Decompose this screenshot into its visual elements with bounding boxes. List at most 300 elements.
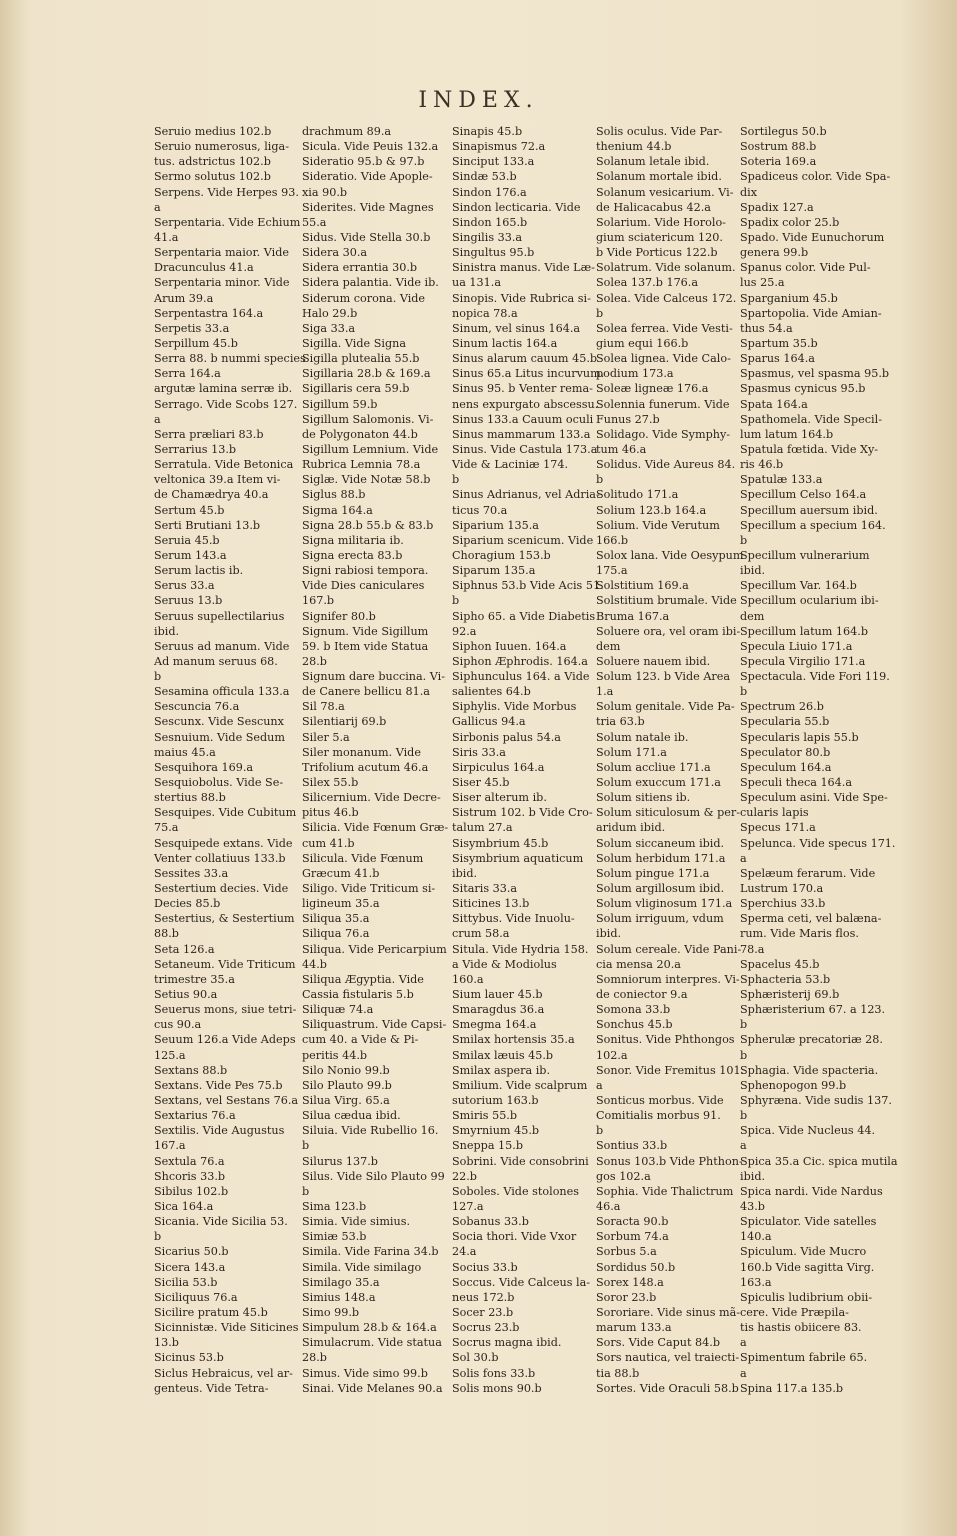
- index-entry: Serpentastra 164.a: [154, 306, 264, 320]
- index-entry: Socrus 23.b: [452, 1321, 520, 1335]
- index-entry: b: [740, 1018, 748, 1032]
- index-entry: Sima 123.b: [302, 1199, 367, 1213]
- index-entry: Sertum 45.b: [154, 503, 225, 517]
- index-entry: Solum exuccum 171.a: [596, 776, 721, 790]
- index-entry: Specus 171.a: [740, 821, 816, 835]
- index-entry: Spimentum fabrile 65.: [740, 1351, 868, 1365]
- index-entry: Siparum 135.a: [452, 564, 536, 578]
- index-entry: Silus. Vide Silo Plauto 99: [302, 1169, 445, 1183]
- index-entry: Sobanus 33.b: [452, 1215, 529, 1229]
- index-entry: Solum accliue 171.a: [596, 760, 711, 774]
- index-entry: Siphon Iuuen. 164.a: [452, 639, 567, 653]
- index-entry: de Halicacabus 42.a: [596, 200, 711, 214]
- index-entry: podium 173.a: [596, 367, 674, 381]
- index-entry: 88.b: [154, 927, 179, 941]
- index-entry: Soluere ora, vel oram ibi-: [596, 624, 741, 638]
- index-entry: Silo Nonio 99.b: [302, 1063, 390, 1077]
- index-entry: Solum cereale. Vide Pani-: [596, 942, 742, 956]
- index-entry: Soteria 169.a: [740, 155, 817, 169]
- index-entry: ris 46.b: [740, 458, 784, 472]
- index-entry: Seruus supellectilarius: [154, 609, 285, 623]
- index-entry: Sestertius, & Sestertium: [154, 912, 295, 926]
- index-entry: Sisymbrium aquaticum: [452, 851, 584, 865]
- index-entry: Solstitium brumale. Vide: [596, 594, 737, 608]
- index-entry: a: [740, 1336, 747, 1350]
- index-entry: Sistrum 102. b Vide Cro-: [452, 806, 593, 820]
- index-entry: genteus. Vide Tetra-: [154, 1381, 269, 1395]
- index-entry: Sorbum 74.a: [596, 1230, 669, 1244]
- index-entry: dem: [596, 639, 621, 653]
- index-entry: Specillum auersum ibid.: [740, 503, 878, 517]
- index-entry: Ad manum seruus 68.: [154, 654, 278, 668]
- index-entry: Sphæristerium 67. a 123.: [740, 1003, 886, 1017]
- index-entry: Solum pingue 171.a: [596, 866, 710, 880]
- index-entry: Speculi theca 164.a: [740, 776, 853, 790]
- index-entry: Silo Plauto 99.b: [302, 1078, 392, 1092]
- index-entry: Siler 5.a: [302, 730, 350, 744]
- index-entry: a: [740, 1366, 747, 1380]
- index-entry: Solum 123. b Vide Area: [596, 670, 731, 684]
- index-entry: Soluere nauem ibid.: [596, 654, 711, 668]
- index-entry: cia mensa 20.a: [596, 957, 681, 971]
- index-entry: Smegma 164.a: [452, 1018, 537, 1032]
- index-entry: de Polygonaton 44.b: [302, 427, 418, 441]
- index-entry: Similago 35.a: [302, 1275, 380, 1289]
- index-entry: Sonticus morbus. Vide: [596, 1094, 724, 1107]
- index-entry: Sinus 95. b Venter rema-: [452, 382, 593, 396]
- index-entry: Sinapismus 72.a: [452, 140, 546, 154]
- index-entry: Spathomela. Vide Specil-: [740, 412, 882, 426]
- index-entry: thus 54.a: [740, 321, 793, 335]
- index-entry: Specula Liuio 171.a: [740, 639, 853, 653]
- index-entry: pitus 46.b: [302, 806, 359, 820]
- index-entry: Rubrica Lemnia 78.a: [302, 458, 421, 472]
- index-entry: a: [740, 851, 747, 865]
- index-entry: ibid.: [596, 927, 622, 941]
- index-entry: ibid.: [452, 866, 478, 880]
- index-entry: Sittybus. Vide Inuolu-: [452, 912, 575, 926]
- index-entry: 28.b: [302, 1351, 327, 1365]
- index-entry: Siligo. Vide Triticum si-: [302, 882, 436, 896]
- index-entry: tria 63.b: [596, 715, 645, 729]
- index-entry: peritis 44.b: [302, 1048, 368, 1062]
- index-entry: tis hastis obiicere 83.: [740, 1321, 862, 1335]
- index-entry: Silurus 137.b: [302, 1154, 378, 1168]
- index-entry: Seruus 13.b: [154, 594, 223, 608]
- index-entry: Spiculum. Vide Mucro: [740, 1245, 867, 1259]
- index-entry: Specillum a specium 164.: [740, 518, 886, 532]
- index-entry: cere. Vide Præpila-: [740, 1305, 849, 1319]
- index-entry: Simius 148.a: [302, 1290, 376, 1304]
- index-entry: Specularis lapis 55.b: [740, 730, 859, 744]
- index-entry: Spelæum ferarum. Vide: [740, 866, 876, 880]
- index-entry: Sicilia 53.b: [154, 1275, 218, 1289]
- index-entry: xia 90.b: [302, 185, 348, 199]
- index-entry: b: [452, 473, 460, 487]
- index-entry: Sinistra manus. Vide Læ-: [452, 261, 595, 275]
- index-entry: b Vide Porticus 122.b: [596, 246, 718, 260]
- index-entry: 13.b: [154, 1336, 179, 1350]
- index-entry: Sindon 165.b: [452, 215, 528, 229]
- index-entry: Serpetis 33.a: [154, 321, 230, 335]
- index-entry: Sostrum 88.b: [740, 140, 817, 154]
- index-entry: Simiæ 53.b: [302, 1230, 367, 1244]
- index-entry: Sipho 65. a Vide Diabetis: [452, 609, 596, 623]
- index-entry: Seruus ad manum. Vide: [154, 639, 290, 653]
- index-entry: Spiculis ludibrium obii-: [740, 1290, 873, 1304]
- index-entry: Solium 123.b 164.a: [596, 503, 707, 517]
- index-entry: Sessites 33.a: [154, 866, 229, 880]
- index-entry: Seruia 45.b: [154, 533, 220, 547]
- index-entry: Serratula. Vide Betonica: [154, 458, 294, 472]
- index-entry: tia 88.b: [596, 1366, 640, 1380]
- index-entry: Sortes. Vide Oraculi 58.b: [596, 1381, 739, 1395]
- index-entry: Serpentaria. Vide Echium: [154, 215, 301, 229]
- index-entry: drachmum 89.a: [302, 125, 392, 138]
- index-entry: Sobrini. Vide consobrini: [452, 1154, 589, 1168]
- index-entry: nopica 78.a: [452, 306, 518, 320]
- index-entry: Siglæ. Vide Notæ 58.b: [302, 473, 431, 487]
- index-entry: 22.b: [452, 1169, 477, 1183]
- index-entry: Solium. Vide Verutum: [596, 518, 720, 532]
- index-column-3: [452, 124, 605, 1396]
- index-entry: ibid.: [154, 624, 180, 638]
- index-entry: Gallicus 94.a: [452, 715, 526, 729]
- index-entry: Spadiceus color. Vide Spa-: [740, 170, 891, 184]
- index-entry: Spasmus, vel spasma 95.b: [740, 367, 890, 381]
- index-entry: Silicia. Vide Fœnum Græ-: [302, 821, 449, 835]
- index-entry: Sicera 143.a: [154, 1260, 226, 1274]
- index-entry: Siparium 135.a: [452, 518, 539, 532]
- index-entry: Siparium scenicum. Vide: [452, 533, 594, 547]
- index-entry: Sigma 164.a: [302, 503, 373, 517]
- index-entry: 59. b Item vide Statua: [302, 639, 429, 653]
- index-entry: Sisymbrium 45.b: [452, 836, 549, 850]
- index-entry: marum 133.a: [596, 1321, 672, 1335]
- index-entry: Sigilla plutealia 55.b: [302, 352, 420, 366]
- index-entry: Simila. Vide Farina 34.b: [302, 1245, 439, 1259]
- index-entry: de coniector 9.a: [596, 988, 688, 1002]
- index-entry: Solum 171.a: [596, 745, 667, 759]
- index-entry: Specillum vulnerarium: [740, 548, 870, 562]
- index-entry: Sphenopogon 99.b: [740, 1078, 847, 1092]
- index-entry: Soccus. Vide Calceus la-: [452, 1275, 591, 1289]
- index-entry: Seruio numerosus, liga-: [154, 140, 289, 154]
- index-entry: Siliqua Ægyptia. Vide: [302, 972, 424, 986]
- index-entry: 55.a: [302, 215, 327, 229]
- index-entry: Sicinus 53.b: [154, 1351, 224, 1365]
- index-entry: ligineum 35.a: [302, 897, 380, 911]
- index-entry: Soracta 90.b: [596, 1215, 669, 1229]
- index-entry: Simulacrum. Vide statua: [302, 1336, 442, 1350]
- index-entry: Socia thori. Vide Vxor: [452, 1230, 577, 1244]
- index-entry: Sors. Vide Caput 84.b: [596, 1336, 721, 1350]
- index-entry: Serpentaria minor. Vide: [154, 276, 290, 290]
- index-entry: Solatrum. Vide solanum.: [596, 261, 736, 275]
- index-entry: 92.a: [452, 624, 477, 638]
- index-entry: Smaragdus 36.a: [452, 1003, 545, 1017]
- index-entry: Silicernium. Vide Decre-: [302, 791, 441, 805]
- index-entry: Siciliquus 76.a: [154, 1290, 238, 1304]
- index-entry: 167.a: [154, 1139, 186, 1153]
- index-entry: b: [154, 670, 162, 684]
- index-entry: Solum siccaneum ibid.: [596, 836, 725, 850]
- index-entry: Sescuncia 76.a: [154, 700, 240, 714]
- index-entry: Serra præliari 83.b: [154, 427, 264, 441]
- index-entry: Sextula 76.a: [154, 1154, 225, 1168]
- index-entry: salientes 64.b: [452, 685, 531, 699]
- index-entry: Spiculator. Vide satelles: [740, 1215, 877, 1229]
- index-entry: Sinus 65.a Litus incurvum.: [452, 367, 605, 381]
- index-entry: Sors nautica, vel traiecti-: [596, 1351, 740, 1365]
- index-entry: Sermo solutus 102.b: [154, 170, 271, 184]
- index-entry: Smilax aspera ib.: [452, 1063, 551, 1077]
- index-entry: Speculum 164.a: [740, 760, 832, 774]
- index-entry: Sicilire pratum 45.b: [154, 1305, 268, 1319]
- index-entry: Signum. Vide Sigillum: [302, 624, 429, 638]
- index-entry: Smiris 55.b: [452, 1109, 518, 1123]
- index-entry: Sindon 176.a: [452, 185, 527, 199]
- index-entry: Solum herbidum 171.a: [596, 851, 726, 865]
- index-entry: Sophia. Vide Thalictrum: [596, 1184, 734, 1198]
- index-entry: Siris 33.a: [452, 745, 506, 759]
- index-entry: Trifolium acutum 46.a: [302, 760, 429, 774]
- index-entry: Sorex 148.a: [596, 1275, 664, 1289]
- index-entry: Spatulæ 133.a: [740, 473, 823, 487]
- index-entry: Sinus 133.a Cauum oculi: [452, 412, 594, 426]
- index-entry: Serum 143.a: [154, 548, 227, 562]
- index-entry: Serrago. Vide Scobs 127.: [154, 397, 298, 411]
- index-entry: Siliqua 76.a: [302, 927, 370, 941]
- index-entry: Socius 33.b: [452, 1260, 518, 1274]
- index-entry: Sorbus 5.a: [596, 1245, 657, 1259]
- index-entry: cum 40. a Vide & Pi-: [302, 1033, 419, 1047]
- index-entry: Solanum vesicarium. Vi-: [596, 185, 734, 199]
- index-entry: Sperma ceti, vel balæna-: [740, 912, 882, 926]
- index-entry: trimestre 35.a: [154, 972, 235, 986]
- index-entry: Siderum corona. Vide: [302, 291, 426, 305]
- index-entry: Sesquiobolus. Vide Se-: [154, 776, 284, 790]
- index-entry: Comitialis morbus 91.: [596, 1109, 721, 1123]
- index-entry: 167.b: [302, 594, 335, 608]
- index-entry: Sesquihora 169.a: [154, 760, 254, 774]
- index-entry: Sirbonis palus 54.a: [452, 730, 561, 744]
- index-entry: Sextans 88.b: [154, 1063, 228, 1077]
- index-entry: b: [154, 1230, 162, 1244]
- index-entry: Bruma 167.a: [596, 609, 670, 623]
- index-entry: Sidus. Vide Stella 30.b: [302, 230, 431, 244]
- index-entry: Solum vliginosum 171.a: [596, 897, 733, 911]
- index-entry: Sol 30.b: [452, 1351, 499, 1365]
- index-entry: Spacelus 45.b: [740, 957, 820, 971]
- index-entry: Vide Dies caniculares: [302, 579, 425, 593]
- index-entry: Sestertium decies. Vide: [154, 882, 289, 896]
- index-entry: Solea. Vide Calceus 172.: [596, 291, 737, 305]
- index-entry: Sindon lecticaria. Vide: [452, 200, 581, 214]
- index-entry: 78.a: [740, 942, 765, 956]
- index-entry: Speculator 80.b: [740, 745, 831, 759]
- index-entry: Vide & Laciniæ 174.: [452, 458, 569, 472]
- index-entry: Sphagia. Vide spacteria.: [740, 1063, 879, 1077]
- index-entry: Signa erecta 83.b: [302, 548, 403, 562]
- index-entry: Simia. Vide simius.: [302, 1215, 411, 1229]
- index-entry: Singultus 95.b: [452, 246, 535, 260]
- index-entry: Spica. Vide Nucleus 44.: [740, 1124, 876, 1138]
- index-entry: Spasmus cynicus 95.b: [740, 382, 866, 396]
- index-entry: Sibilus 102.b: [154, 1184, 229, 1198]
- index-entry: Socrus magna ibid.: [452, 1336, 562, 1350]
- index-entry: Sescunx. Vide Sescunx: [154, 715, 284, 729]
- index-entry: Spanus color. Vide Pul-: [740, 261, 871, 275]
- index-entry: b: [302, 1139, 310, 1153]
- index-entry: Solidus. Vide Aureus 84.: [596, 458, 736, 472]
- index-entry: Sideratio. Vide Apople-: [302, 170, 433, 184]
- index-entry: b: [740, 1109, 748, 1123]
- index-entry: Spado. Vide Eunuchorum: [740, 230, 885, 244]
- index-entry: Sidera errantia 30.b: [302, 261, 418, 275]
- index-entry: Solea lignea. Vide Calo-: [596, 352, 731, 366]
- index-entry: 127.a: [452, 1199, 484, 1213]
- index-entry: Sonitus. Vide Phthongos: [596, 1033, 735, 1047]
- index-entry: Silua cædua ibid.: [302, 1109, 401, 1123]
- page-title: INDEX.: [418, 88, 539, 113]
- index-entry: Spelunca. Vide specus 171.: [740, 836, 896, 850]
- index-entry: b: [596, 1124, 604, 1138]
- index-entry: dix: [740, 185, 758, 199]
- index-entry: ua 131.a: [452, 276, 502, 290]
- index-entry: b: [740, 533, 748, 547]
- index-entry: Serrarius 13.b: [154, 442, 237, 456]
- index-entry: aridum ibid.: [596, 821, 666, 835]
- index-entry: Soboles. Vide stolones: [452, 1184, 580, 1198]
- index-entry: thenium 44.b: [596, 140, 672, 154]
- index-entry: dem: [740, 609, 765, 623]
- index-entry: nens expurgato abscessu.: [452, 397, 599, 411]
- index-entry: Solea 137.b 176.a: [596, 276, 699, 290]
- index-entry: Sperchius 33.b: [740, 897, 826, 911]
- index-entry: Sirpiculus 164.a: [452, 760, 545, 774]
- index-entry: Siga 33.a: [302, 321, 356, 335]
- index-entry: Siglus 88.b: [302, 488, 366, 502]
- index-entry: lus 25.a: [740, 276, 785, 290]
- index-entry: Choragium 153.b: [452, 548, 551, 562]
- index-entry: Simila. Vide similago: [302, 1260, 422, 1274]
- index-entry: Solum irriguum, vdum: [596, 912, 724, 926]
- index-entry: Socer 23.b: [452, 1305, 514, 1319]
- index-entry: Spherulæ precatoriæ 28.: [740, 1033, 883, 1047]
- index-entry: Sil 78.a: [302, 700, 345, 714]
- index-entry: talum 27.a: [452, 821, 513, 835]
- index-entry: Silicula. Vide Fœnum: [302, 851, 424, 865]
- index-entry: Serus 33.a: [154, 579, 215, 593]
- index-entry: Solum sitiens ib.: [596, 791, 691, 805]
- index-entry: 102.a: [596, 1048, 628, 1062]
- index-entry: Dracunculus 41.a: [154, 261, 254, 275]
- index-entry: Siliquæ 74.a: [302, 1003, 374, 1017]
- index-entry: Spina 117.a 135.b: [740, 1381, 844, 1395]
- index-entry: Siticines 13.b: [452, 897, 530, 911]
- index-entry: gos 102.a: [596, 1169, 651, 1183]
- index-entry: Siphunculus 164. a Vide: [452, 670, 590, 684]
- index-entry: cum 41.b: [302, 836, 355, 850]
- index-entry: maius 45.a: [154, 745, 216, 759]
- index-entry: Sparus 164.a: [740, 352, 815, 366]
- index-entry: Serra 88. b nummi species: [154, 352, 306, 366]
- index-entry: Sinus Adrianus, vel Adria-: [452, 488, 600, 502]
- index-entry: b: [596, 473, 604, 487]
- index-entry: Solitudo 171.a: [596, 488, 679, 502]
- index-entry: Sinapis 45.b: [452, 125, 523, 138]
- index-entry: Solanum mortale ibid.: [596, 170, 722, 184]
- index-entry: Siderites. Vide Magnes: [302, 200, 434, 214]
- index-entry: Sphyræna. Vide sudis 137.: [740, 1094, 892, 1107]
- index-column-4: [596, 124, 744, 1396]
- index-entry: Somniorum interpres. Vi-: [596, 972, 740, 986]
- index-entry: Sinus mammarum 133.a: [452, 427, 591, 441]
- index-entry: Serpillum 45.b: [154, 336, 238, 350]
- index-entry: Lustrum 170.a: [740, 882, 824, 896]
- index-entry: Siliquastrum. Vide Capsi-: [302, 1018, 447, 1032]
- index-entry: Sicula. Vide Peuis 132.a: [302, 140, 439, 154]
- index-entry: 41.a: [154, 230, 179, 244]
- index-entry: Solis mons 90.b: [452, 1381, 542, 1395]
- index-entry: Signifer 80.b: [302, 609, 376, 623]
- index-entry: a: [596, 1078, 603, 1092]
- index-entry: Solum natale ib.: [596, 730, 689, 744]
- index-entry: tus. adstrictus 102.b: [154, 155, 271, 169]
- index-entry: Solstitium 169.a: [596, 579, 689, 593]
- index-entry: Specillum latum 164.b: [740, 624, 869, 638]
- index-entry: Sidera palantia. Vide ib.: [302, 276, 439, 290]
- index-entry: Sonus 103.b Vide Phthon-: [596, 1154, 743, 1168]
- index-entry: Specillum Celso 164.a: [740, 488, 867, 502]
- index-entry: Solarium. Vide Horolo-: [596, 215, 726, 229]
- index-entry: Sigillaria 28.b & 169.a: [302, 367, 431, 381]
- index-entry: 163.a: [740, 1275, 772, 1289]
- index-entry: Sideratio 95.b & 97.b: [302, 155, 425, 169]
- index-entry: 166.b: [596, 533, 629, 547]
- index-entry: Siphon Æphrodis. 164.a: [452, 654, 588, 668]
- index-entry: Siler monanum. Vide: [302, 745, 421, 759]
- index-entry: 24.a: [452, 1245, 477, 1259]
- index-column-2: [302, 124, 450, 1396]
- index-entry: Sicinnistæ. Vide Siticines: [154, 1321, 299, 1335]
- index-entry: Solidago. Vide Symphy-: [596, 427, 731, 441]
- index-entry: Solum argillosum ibid.: [596, 882, 725, 896]
- index-entry: Serti Brutiani 13.b: [154, 518, 261, 532]
- index-entry: Spartum 35.b: [740, 336, 818, 350]
- index-entry: ticus 70.a: [452, 503, 508, 517]
- index-entry: a: [154, 412, 161, 426]
- index-entry: de Chamædrya 40.a: [154, 488, 269, 502]
- index-entry: Sneppa 15.b: [452, 1139, 523, 1153]
- index-entry: Sicarius 50.b: [154, 1245, 229, 1259]
- index-entry: genera 99.b: [740, 246, 809, 260]
- index-entry: Specula Virgilio 171.a: [740, 654, 866, 668]
- index-entry: b: [452, 594, 460, 608]
- index-entry: Halo 29.b: [302, 306, 358, 320]
- index-entry: Serpentaria maior. Vide: [154, 246, 290, 260]
- index-entry: a: [154, 200, 161, 214]
- index-entry: Spata 164.a: [740, 397, 808, 411]
- index-entry: Spatula fœtida. Vide Xy-: [740, 442, 879, 456]
- index-entry: Smilium. Vide scalprum: [452, 1078, 588, 1092]
- index-entry: 43.b: [740, 1199, 765, 1213]
- index-entry: Sortilegus 50.b: [740, 125, 827, 138]
- index-entry: Cassia fistularis 5.b: [302, 988, 414, 1002]
- index-entry: Setius 90.a: [154, 988, 218, 1002]
- index-entry: de Canere bellicu 81.a: [302, 685, 430, 699]
